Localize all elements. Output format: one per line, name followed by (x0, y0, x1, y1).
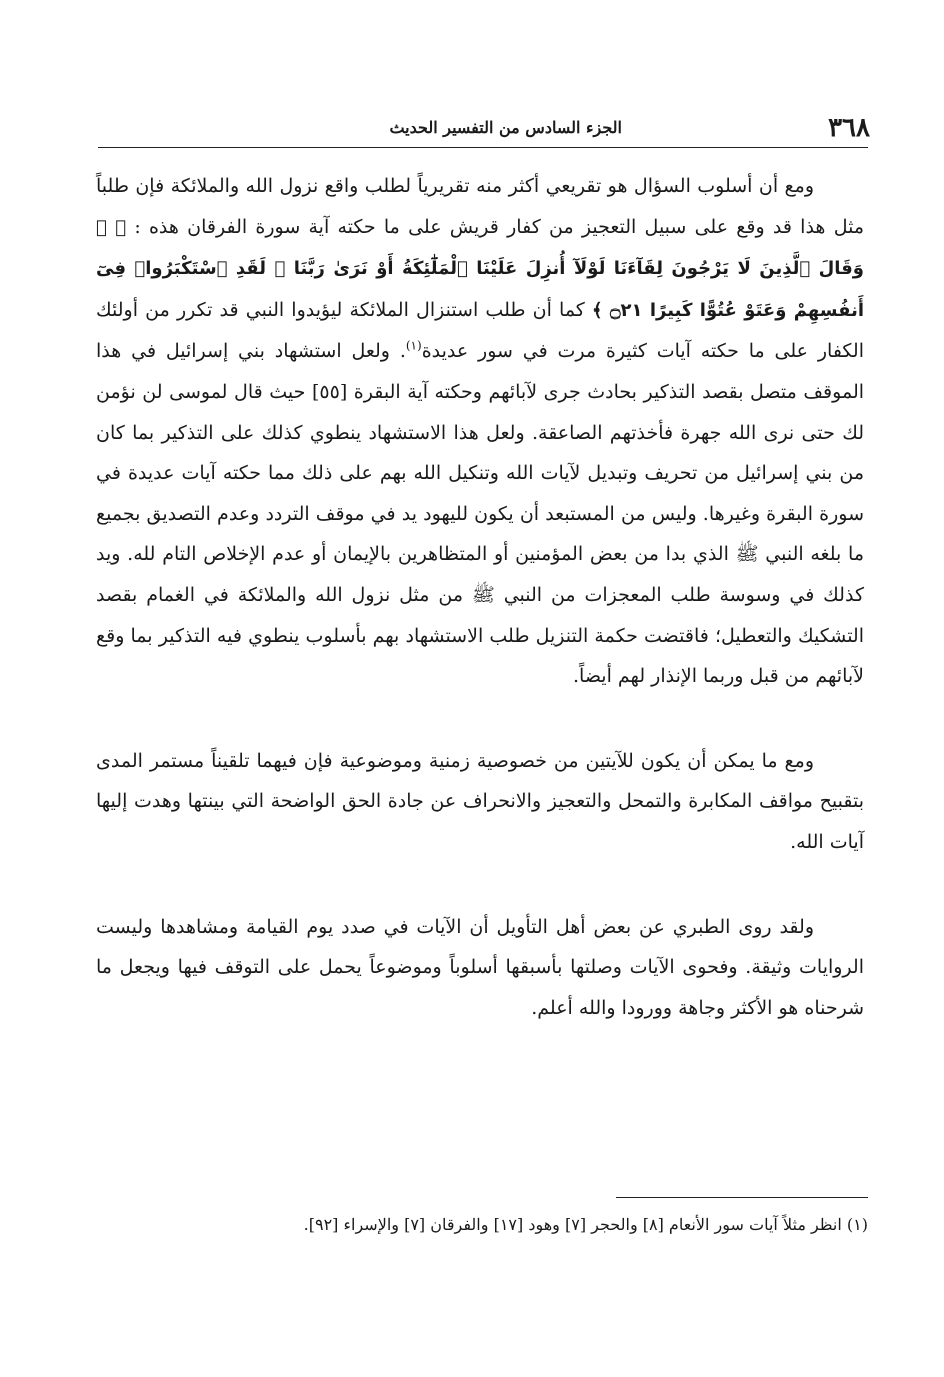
paragraph-1-rest: . ولعل استشهاد بني إسرائيل في هذا الموقف متصل بقصد التذكير بحادث جرى لآبائهم وحكته آية البقرة [٥٥] حيث قال لموسى لن نؤمن لك حتى نرى الله جهرة فأخذتهم الصاعقة. ولعل هذا الاستشهاد ينطوي كذلك على التذكير بما كان من بني إسرائيل من تحريف وتبديل لآيات الله وتنكيل الله بهم على ذلك مما حكته آيات عديدة في سورة البقرة وغيرها. وليس من المستبعد أن يكون لليهود يد في موقف التردد وعدم التصديق بجميع ما بلغه النبي ﷺ الذي بدا من بعض المؤمنين أو المتظاهرين بالإيمان أو عدم الإخلاص التام لله. ويد كذلك في وسوسة طلب المعجزات من النبي ﷺ من مثل نزول الله والملائكة في الغمام بقصد التشكيك والتعطيل؛ فاقتضت حكمة التنزيل طلب الاستشهاد بهم بأسلوب ينطوي فيه التذكير بما وقع لآبائهم من قبل وربما الإنذار لهم أيضاً. (96, 340, 865, 688)
page-number: ٣٦٨ (828, 113, 870, 143)
footnote: (١) انظر مثلاً آيات سور الأنعام [٨] والحجر [٧] وهود [١٧] والفرقان [٧] والإسراء [٩٢]. (303, 1215, 868, 1234)
quran-verse: ﴿ ۞ وَقَالَ ٱلَّذِينَ لَا يَرْجُونَ لِقَآءَنَا لَوْلَآ أُنزِلَ عَلَيْنَا ٱلْمَلَٰٓئِكَةُ أَوْ نَرَىٰ رَبَّنَا ۗ لَقَدِ ٱسْتَكْبَرُوا۟ فِىٓ أَنفُسِهِمْ وَعَتَوْ عُتُوًّا كَبِيرًا ۝٢١ ﴾ (96, 216, 864, 321)
paragraph-1-intro: ومع أن أسلوب السؤال هو تقريعي أكثر منه تقريرياً لطلب واقع نزول الله والملائكة فإن طلباً مثل هذا قد وقع على سبيل التعجيز من كفار قريش على ما حكته آية سورة الفرقان هذه : (96, 175, 864, 238)
header-rule (98, 147, 868, 148)
paragraph-3: ولقد روى الطبري عن بعض أهل التأويل أن الآيات في صدد يوم القيامة ومشاهدها وليست الروايات وثيقة. وفحوى الآيات وصلتها بأسبقها أسلوباً وموضوعاً يحمل على التوقف فيها ويجعل ما شرحناه هو الأكثر وجاهة وورودا والله أعلم. (96, 915, 864, 1019)
paragraph-1-continuation: كما أن طلب استنزال الملائكة ليؤيدوا النبي قد تكرر من أولئك الكفار على ما حكته آيات كثيرة مرت في سور عديدة (96, 298, 864, 363)
footnote-rule (616, 1197, 868, 1198)
paragraph-1 (96, 166, 864, 697)
running-title: الجزء السادس من التفسير الحديث (389, 118, 622, 137)
paragraph-2: ومع ما يمكن أن يكون للآيتين من خصوصية زمنية وموضوعية فإن فيهما تلقيناً مستمر المدى بتقبيح مواقف المكابرة والتمحل والتعجيز والانحراف عن جادة الحق الواضحة التي بينتها وهدت إليها آيات الله. (96, 749, 864, 853)
page-header (80, 112, 870, 144)
main-text (96, 166, 864, 1028)
footnote-reference[interactable]: (١) (405, 339, 422, 354)
